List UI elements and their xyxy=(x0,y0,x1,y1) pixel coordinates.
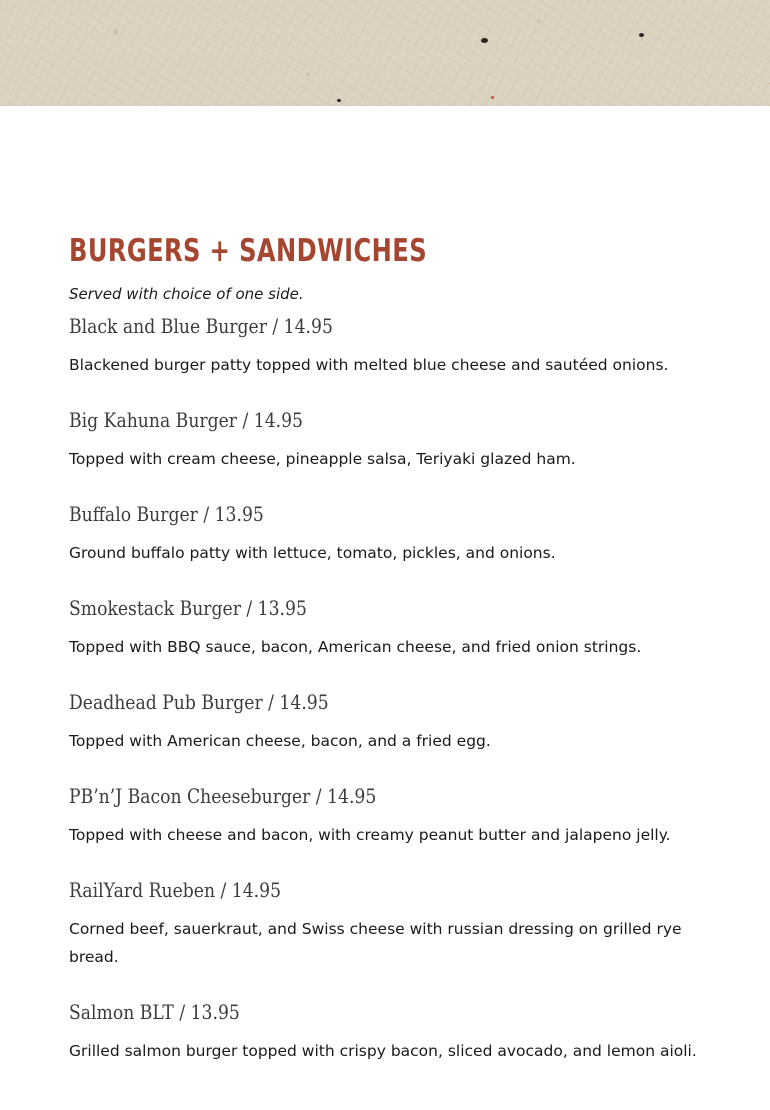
menu-item xyxy=(69,406,709,473)
menu-item-description: Topped with BBQ sauce, bacon, American cheese, and fried onion strings. xyxy=(69,638,642,656)
menu-item-name: Salmon BLT / 13.95 xyxy=(69,1000,240,1024)
menu-item-name: Deadhead Pub Burger / 14.95 xyxy=(69,690,329,714)
paper-speck xyxy=(481,38,488,43)
menu-item-description: Corned beef, sauerkraut, and Swiss cheese with russian dressing on grilled rye bread. xyxy=(69,920,682,966)
menu-item-list xyxy=(69,312,709,1065)
paper-speck xyxy=(337,99,341,102)
paper-speck xyxy=(491,96,494,99)
menu-item-name: Black and Blue Burger / 14.95 xyxy=(69,314,333,338)
menu-item-name: Big Kahuna Burger / 14.95 xyxy=(69,408,304,432)
menu-item-name: PB’n’J Bacon Cheeseburger / 14.95 xyxy=(69,784,377,808)
menu-item-name: Smokestack Burger / 13.95 xyxy=(69,596,307,620)
menu-item xyxy=(69,500,709,567)
menu-item-description: Topped with cheese and bacon, with creamy peanut butter and jalapeno jelly. xyxy=(69,826,671,844)
menu-item-name: RailYard Rueben / 14.95 xyxy=(69,878,282,902)
section-title: BURGERS + SANDWICHES xyxy=(69,233,428,269)
paper-speck xyxy=(639,33,644,37)
menu-item xyxy=(69,998,709,1065)
menu-item xyxy=(69,594,709,661)
menu-item-description: Topped with cream cheese, pineapple salsa, Teriyaki glazed ham. xyxy=(69,450,576,468)
menu-item-description: Topped with American cheese, bacon, and a fried egg. xyxy=(69,732,491,750)
menu-item-description: Ground buffalo patty with lettuce, tomato, pickles, and onions. xyxy=(69,544,556,562)
menu-item-description: Blackened burger patty topped with melted blue cheese and sautéed onions. xyxy=(69,356,669,374)
textured-paper-banner xyxy=(0,0,770,106)
menu-item xyxy=(69,688,709,755)
menu-item xyxy=(69,876,709,971)
menu-item xyxy=(69,782,709,849)
menu-item-description: Grilled salmon burger topped with crispy bacon, sliced avocado, and lemon aioli. xyxy=(69,1042,697,1060)
menu-section xyxy=(69,230,709,1065)
menu-item xyxy=(69,312,709,379)
menu-item-name: Buffalo Burger / 13.95 xyxy=(69,502,264,526)
section-note: Served with choice of one side. xyxy=(69,285,304,303)
